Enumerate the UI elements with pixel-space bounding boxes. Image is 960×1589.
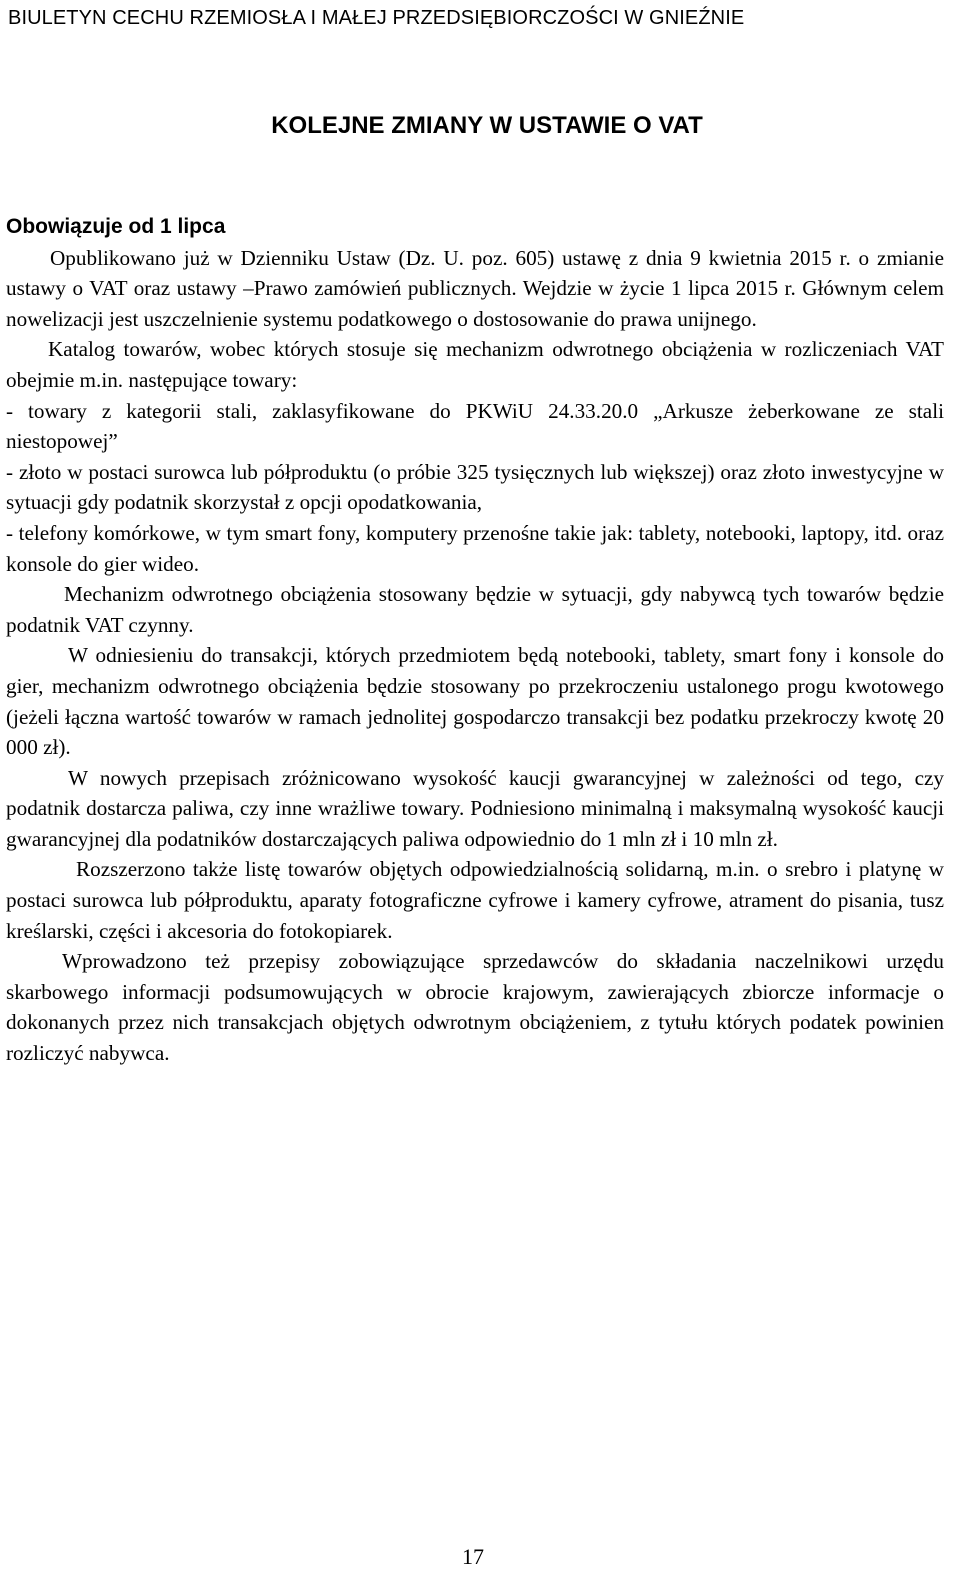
list-item: - telefony komórkowe, w tym smart fony, komputery przenośne takie jak: tablety, notebooki, laptopy, itd. oraz konsole do gier wideo.	[6, 520, 944, 576]
article-title: KOLEJNE ZMIANY W USTAWIE O VAT	[271, 112, 703, 139]
list-item: - złoto w postaci surowca lub półproduktu (o próbie 325 tysięcznych lub większej) oraz złoto inwestycyjne w sytuacji gdy podatnik skorzystał z opcji opodatkowania,	[6, 459, 944, 515]
paragraph: Rozszerzono także listę towarów objętych odpowiedzialnością solidarną, m.in. o srebro i platynę w postaci surowca lub półproduktu, aparaty fotograficzne cyfrowe i kamery cyfrowe, atrament do pisania, tusz kreślarski, części i akcesoria do fotokopiarek.	[6, 857, 944, 943]
article-subtitle: Obowiązuje od 1 lipca	[6, 215, 226, 238]
article-body	[6, 212, 944, 1069]
paragraph: Wprowadzono też przepisy zobowiązujące sprzedawców do składania naczelnikowi urzędu skarbowego informacji podsumowujących w obrocie krajowym, zawierających zbiorcze informacje o dokonanych przez nich transakcjach objętych odwrotnym obciążeniem, z tytułu których podatek powinien rozliczyć nabywca.	[6, 949, 944, 1066]
page-number: 17	[462, 1544, 484, 1569]
paragraph: Katalog towarów, wobec których stosuje się mechanizm odwrotnego obciążenia w rozliczeniach VAT obejmie m.in. następujące towary:	[6, 337, 944, 392]
paragraph: W odniesieniu do transakcji, których przedmiotem będą notebooki, tablety, smart fony i konsole do gier, mechanizm odwrotnego obciążenia będzie stosowany po przekroczeniu ustalonego progu kwotowego (jeżeli łączna wartość towarów w ramach jednolitej gospodarczo transakcji bez podatku przekroczy kwotę 20 000 zł).	[6, 643, 944, 760]
paragraph: Opublikowano już w Dzienniku Ustaw (Dz. U. poz. 605) ustawę z dnia 9 kwietnia 2015 r. o zmianie ustawy o VAT oraz ustawy –Prawo zamówień publicznych. Wejdzie w życie 1 lipca 2015 r. Głównym celem nowelizacji jest uszczelnienie systemu podatkowego o dostosowanie do prawa unijnego.	[6, 245, 944, 331]
list-item: - towary z kategorii stali, zaklasyfikowane do PKWiU 24.33.20.0 „Arkusze żeberkowane ze stali niestopowej”	[6, 398, 944, 454]
paragraph: Mechanizm odwrotnego obciążenia stosowany będzie w sytuacji, gdy nabywcą tych towarów będzie podatnik VAT czynny.	[6, 582, 944, 637]
paragraph: W nowych przepisach zróżnicowano wysokość kaucji gwarancyjnej w zależności od tego, czy podatnik dostarcza paliwa, czy inne wrażliwe towary. Podniesiono minimalną i maksymalną wysokość kaucji gwarancyjnej dla podatników dostarczających paliwa odpowiednio do 1 mln zł i 10 mln zł.	[6, 765, 944, 851]
running-header: BIULETYN CECHU RZEMIOSŁA I MAŁEJ PRZEDSIĘBIORCZOŚCI W GNIEŹNIE	[8, 7, 745, 29]
